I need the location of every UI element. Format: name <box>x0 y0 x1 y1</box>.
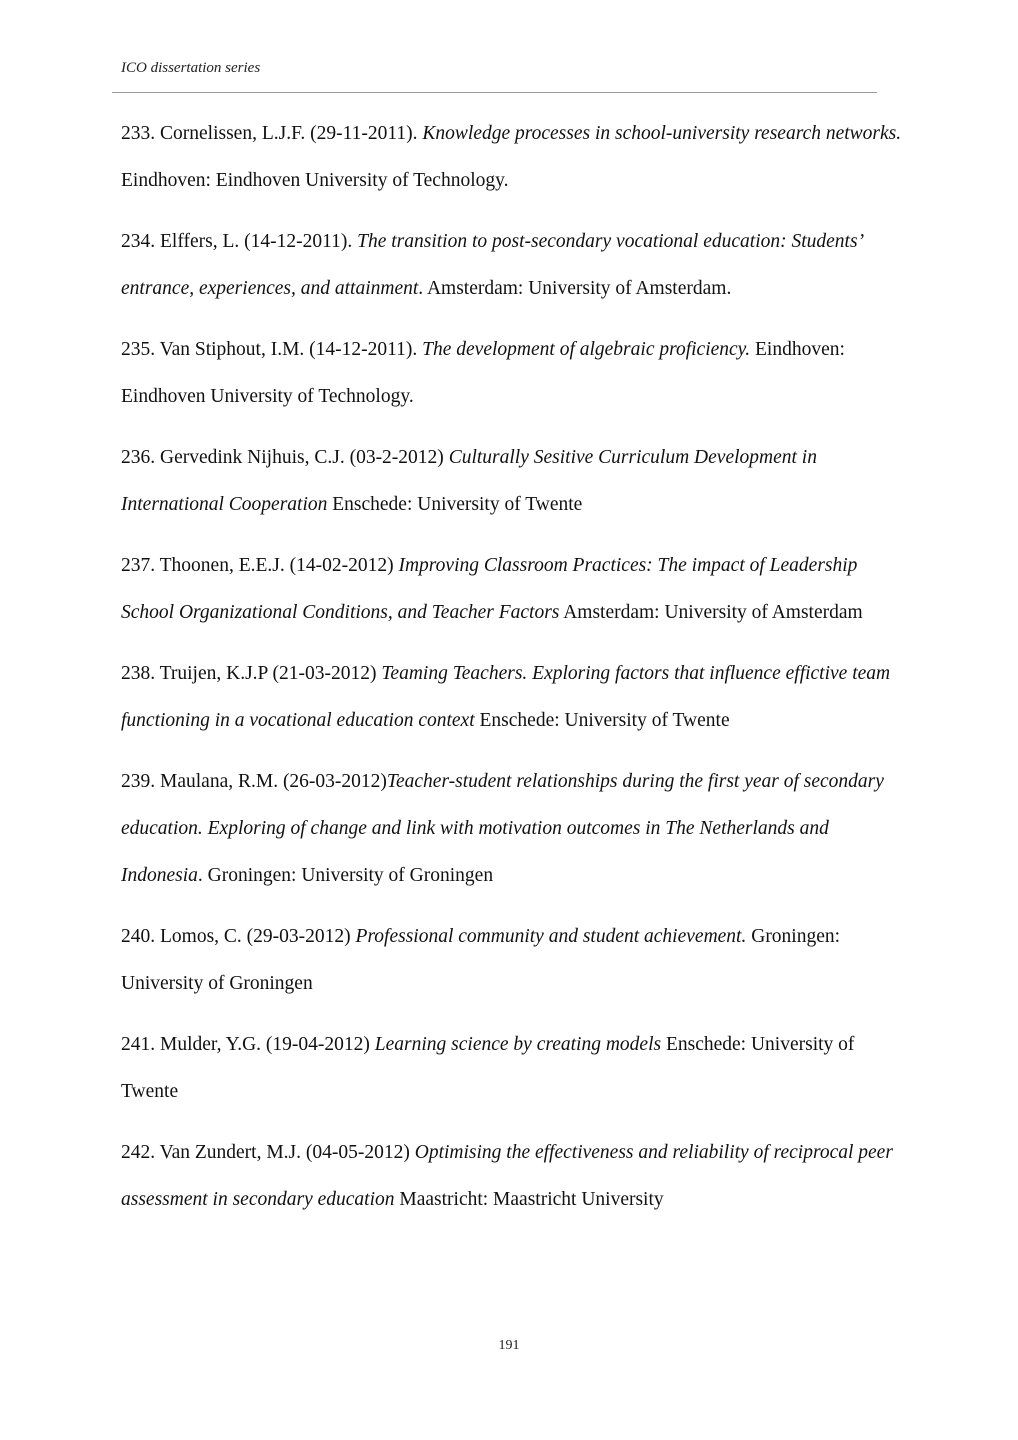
entry-publisher: Enschede: University of Twente <box>474 710 730 731</box>
entry-publisher: . Groningen: University of Groningen <box>197 865 494 886</box>
entry-publisher: Eindhoven: Eindhoven University of Technology. <box>121 170 509 191</box>
running-header: ICO dissertation series <box>121 60 261 76</box>
entry-author-date: 240. Lomos, C. (29-03-2012) <box>121 926 356 947</box>
entry-title: Culturally Sesitive Curriculum Development in International Cooperation <box>121 447 817 515</box>
entry-publisher: Groningen: University of Groningen <box>121 926 841 994</box>
bibliography-entry-233 <box>121 110 903 204</box>
entry-author-date: 235. Van Stiphout, I.M. (14-12-2011). <box>121 339 423 360</box>
entry-author-date: 239. Maulana, R.M. (26-03-2012) <box>121 771 387 792</box>
entry-publisher: Maastricht: Maastricht University <box>394 1189 664 1210</box>
entry-publisher: . Amsterdam: University of Amsterdam. <box>418 278 732 299</box>
bibliography-entry-234 <box>121 218 903 312</box>
bibliography-entry-235 <box>121 326 903 420</box>
entry-author-date: 241. Mulder, Y.G. (19-04-2012) <box>121 1034 375 1055</box>
entry-title: Optimising the effectiveness and reliability of reciprocal peer assessment in secondary education <box>121 1142 893 1210</box>
bibliography-entry-239 <box>121 758 903 899</box>
header-divider <box>112 92 877 93</box>
bibliography-entry-241 <box>121 1021 903 1115</box>
bibliography-entry-238 <box>121 650 903 744</box>
bibliography-entry-237 <box>121 542 903 636</box>
entry-author-date: 236. Gervedink Nijhuis, C.J. (03-2-2012) <box>121 447 449 468</box>
entry-author-date: 233. Cornelissen, L.J.F. (29-11-2011). <box>121 123 423 144</box>
entry-title: Improving Classroom Practices: The impact of Leadership School Organizational Conditions, and Teacher Factors <box>121 555 858 623</box>
page-number: 191 <box>498 1338 520 1353</box>
entry-title: Teacher-student relationships during the first year of secondary education. Exploring of change and link with motivation outcomes in The Netherlands and Indonesia <box>121 771 884 886</box>
bibliography-list <box>121 110 903 1237</box>
entry-author-date: 238. Truijen, K.J.P (21-03-2012) <box>121 663 382 684</box>
entry-title: The transition to post-secondary vocational education: Students’ entrance, experiences, and attainment <box>121 231 862 299</box>
entry-title: Professional community and student achievement. <box>355 926 747 947</box>
bibliography-entry-240 <box>121 913 903 1007</box>
entry-publisher: Enschede: University of Twente <box>327 494 583 515</box>
entry-title: Learning science by creating models <box>374 1034 662 1055</box>
entry-author-date: 234. Elffers, L. (14-12-2011). <box>121 231 358 252</box>
entry-publisher: Enschede: University of Twente <box>121 1034 855 1102</box>
entry-title: The development of algebraic proficiency. <box>422 339 751 360</box>
entry-title: Knowledge processes in school-university research networks. <box>422 123 902 144</box>
entry-title: Teaming Teachers. Exploring factors that influence effictive team functioning in a vocational education context <box>121 663 891 731</box>
entry-publisher: Amsterdam: University of Amsterdam <box>559 602 863 623</box>
bibliography-entry-236 <box>121 434 903 528</box>
entry-author-date: 237. Thoonen, E.E.J. (14-02-2012) <box>121 555 399 576</box>
bibliography-entry-242 <box>121 1129 903 1223</box>
entry-author-date: 242. Van Zundert, M.J. (04-05-2012) <box>121 1142 415 1163</box>
entry-publisher: Eindhoven: Eindhoven University of Technology. <box>121 339 845 407</box>
